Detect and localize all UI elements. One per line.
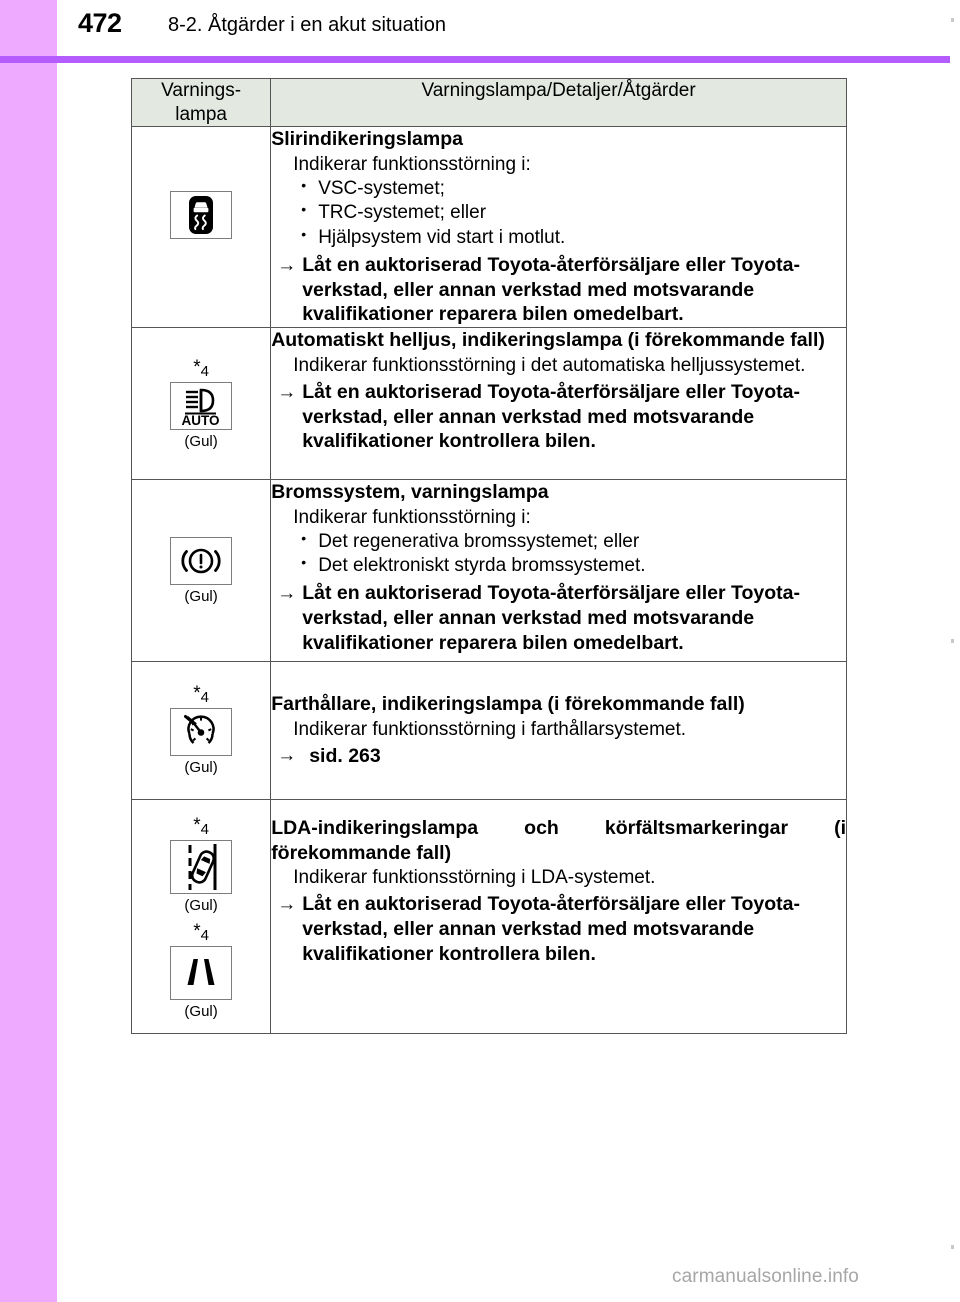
header-accent-rule: [0, 56, 950, 63]
footnote-star: *: [193, 921, 201, 943]
description-cell: [271, 328, 847, 480]
table-row: [132, 127, 847, 328]
header-warning-lamp: [132, 79, 271, 127]
icon-cell: [132, 800, 271, 1034]
footnote-number: 4: [200, 821, 209, 839]
row-action-text: Låt en auktoriserad Toyota-återförsäljare eller Toyota-verkstad, eller annan verkstad med motsvarande kvalifikationer reparera bilen omedelbart.: [302, 582, 800, 654]
icon-color-label: (Gul): [184, 433, 218, 451]
icon-cell: [132, 127, 271, 328]
lda-lane-departure-icon: [170, 840, 232, 894]
row-subtitle: Indikerar funktionsstörning i farthållarsystemet.: [293, 718, 687, 740]
list-item: • Det regenerativa bromssystemet; eller: [301, 530, 846, 555]
row-action-text: Låt en auktoriserad Toyota-återförsäljare eller Toyota-verkstad, eller annan verkstad med motsvarande kvalifikationer kontrollera bilen.: [302, 893, 800, 965]
row-subtitle: Indikerar funktionsstörning i:: [293, 506, 531, 528]
row-action: [271, 380, 846, 454]
page-number: 472: [78, 8, 122, 38]
icon-color-label: (Gul): [184, 588, 218, 606]
section-title: 8-2. Åtgärder i en akut situation: [168, 14, 446, 36]
brake-system-warning-icon: [170, 537, 232, 585]
list-item: • Hjälpsystem vid start i motlut.: [301, 226, 846, 251]
footnote-star: *: [193, 357, 201, 379]
row-title: Slirindikeringslampa: [271, 128, 463, 151]
row-title: Automatiskt helljus, indikeringslampa (i förekommande fall): [271, 329, 825, 352]
row-bullet-list: [301, 177, 846, 251]
row-action-text: Låt en auktoriserad Toyota-återförsäljare eller Toyota-verkstad, eller annan verkstad med motsvarande kvalifikationer reparera bilen omedelbart.: [302, 253, 800, 326]
skid-indicator-glyph: [171, 192, 231, 238]
icon-stack-gap: [132, 913, 270, 922]
list-item: • Det elektroniskt styrda bromssystemet.: [301, 554, 846, 579]
row-subtitle: Indikerar funktionsstörning i LDA-systemet.: [293, 867, 656, 889]
lane-markers-icon: [170, 946, 232, 1000]
icon-cell: [132, 480, 271, 662]
auto-label: AUTO: [181, 413, 220, 429]
list-item: • TRC-systemet; eller: [301, 201, 846, 226]
page-edge-band: [0, 0, 57, 1302]
lda-lane-departure-glyph: [171, 841, 231, 893]
row-title: LDA-indikeringslampa och körfältsmarkeringar (i förekommande fall): [271, 817, 846, 864]
icon-color-label: (Gul): [184, 759, 218, 777]
cruise-control-icon: [170, 708, 232, 756]
description-cell: [271, 127, 847, 328]
footnote-star: *: [193, 815, 201, 837]
row-action: [271, 581, 846, 655]
footnote-marker: [132, 358, 270, 379]
brake-warning-glyph: [171, 538, 231, 584]
row-bullet-list: [301, 530, 846, 579]
arrow-icon: →: [277, 894, 297, 916]
header-warning-lamp-line1: Varnings-: [161, 80, 242, 101]
cruise-control-glyph: [171, 709, 231, 755]
scan-artifact: [951, 18, 954, 22]
description-cell: [271, 800, 847, 1034]
row-title: Bromssystem, varningslampa: [271, 481, 549, 504]
icon-color-label: (Gul): [184, 897, 218, 915]
auto-high-beam-glyph: [171, 383, 231, 429]
icon-cell: [132, 662, 271, 800]
icon-color-label: (Gul): [184, 1003, 218, 1021]
row-action-text: Låt en auktoriserad Toyota-återförsäljare eller Toyota-verkstad, eller annan verkstad med motsvarande kvalifikationer kontrollera bilen.: [302, 380, 800, 453]
skid-indicator-icon: [170, 191, 232, 239]
row-action: [271, 892, 846, 966]
footnote-number: 4: [200, 689, 209, 707]
lane-markers-glyph: [171, 947, 231, 999]
table-row: [132, 328, 847, 480]
table-row: [132, 480, 847, 662]
auto-high-beam-icon: [170, 382, 232, 430]
scan-artifact: [951, 1245, 954, 1249]
watermark: carmanualsonline.info: [672, 1266, 859, 1287]
table-header-row: [132, 79, 847, 127]
row-subtitle: Indikerar funktionsstörning i det automatiska helljussystemet.: [293, 354, 806, 376]
arrow-icon: →: [277, 254, 297, 276]
row-reference: [271, 744, 846, 769]
arrow-icon: →: [277, 583, 297, 605]
description-cell: [271, 480, 847, 662]
footnote-marker: [132, 816, 270, 837]
header-warning-lamp-line2: lampa: [175, 103, 227, 125]
row-action: [271, 253, 846, 327]
footnote-marker: [132, 922, 270, 943]
icon-cell: [132, 328, 271, 480]
warning-lamp-table: [131, 78, 847, 1034]
footnote-marker: [132, 684, 270, 705]
footnote-number: 4: [200, 363, 209, 381]
row-reference-text: sid. 263: [309, 744, 381, 767]
row-title: Farthållare, indikeringslampa (i förekommande fall): [271, 693, 745, 716]
arrow-icon: →: [277, 381, 297, 403]
table-row: [132, 800, 847, 1034]
arrow-icon: →: [277, 744, 297, 766]
footnote-number: 4: [200, 927, 209, 945]
description-cell: [271, 662, 847, 800]
row-subtitle: Indikerar funktionsstörning i:: [293, 153, 531, 175]
list-item: • VSC-systemet;: [301, 177, 846, 202]
footnote-star: *: [193, 683, 201, 705]
table-row: [132, 662, 847, 800]
header-details: Varningslampa/Detaljer/Åtgärder: [271, 79, 847, 127]
scan-artifact: [951, 639, 954, 643]
